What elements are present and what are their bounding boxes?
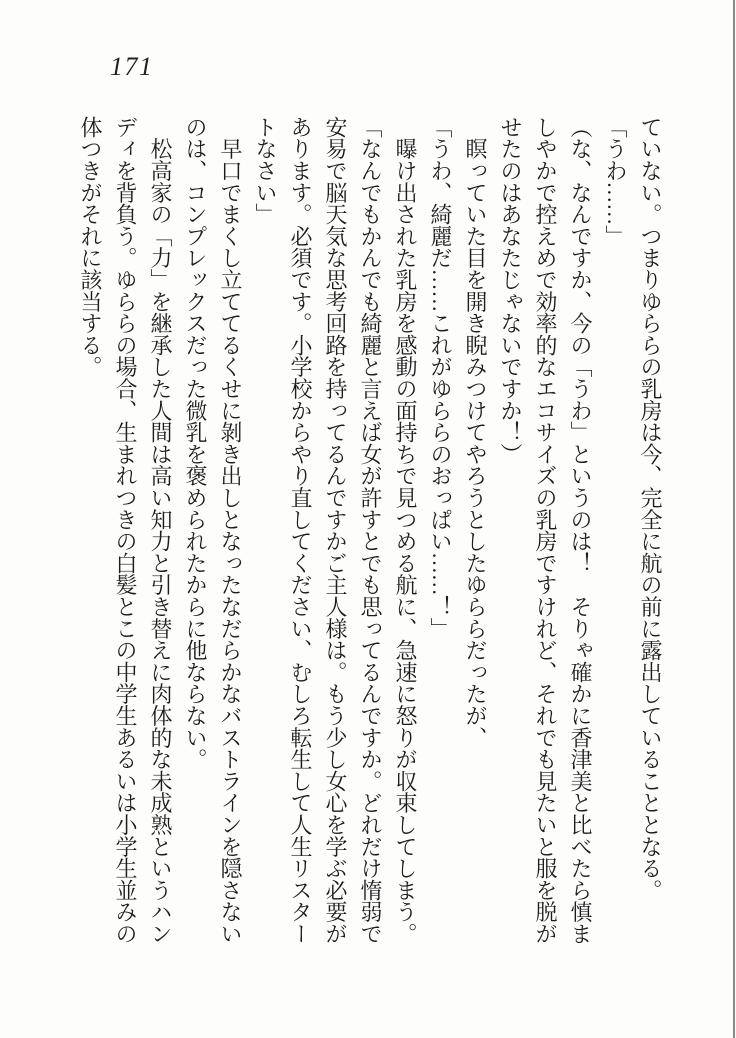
page-edge-shadow [733,0,735,1038]
page-number: 171 [110,52,154,81]
text-column-12: トなさい」 [253,116,278,226]
text-column-3: （な、なんですか、今の「うわ」というのは！ そりゃ確かに香津美と比べたら慎ま [568,116,593,945]
text-column-11: あります。必須です。小学校からやり直してください、むしろ転生して人生リスター [288,116,313,945]
text-column-10: 安易で脳天気な思考回路を持ってるんですかご主人様は。もう少し女心を学ぶ必要が [323,116,348,945]
text-column-4: しやかで控えめで効率的なエコサイズの乳房ですけれど、それでも見たいと服を脱が [533,116,558,945]
text-column-17: 体つきがそれに該当する。 [78,116,103,378]
text-column-15: 松高家の「力」を継承した人間は高い知力と引き替えに肉体的な未成熟というハン [148,116,173,945]
text-column-5: せたのはあなたじゃないですか！） [498,116,523,465]
text-column-16: ディを背負う。ゆららの場合、生まれつきの白髪とこの中学生あるいは小学生並みの [113,116,138,945]
text-column-8: 曝け出された乳房を感動の面持ちで見つめる航に、急速に怒りが収束してしまう。 [393,116,418,945]
text-column-2: 「うわ……」 [603,116,628,247]
text-column-13: 早口でまくし立ててるくせに剝き出しとなったなだらかなバストラインを隠さない [218,116,243,945]
text-column-1: ていない。つまりゆららの乳房は今、完全に航の前に露出していることとなる。 [638,116,663,901]
text-column-14: のは、コンプレックスだった微乳を褒められたからに他ならない。 [183,116,208,771]
text-column-7: 「うわ、綺麗だ……これがゆららのおっぱい……！」 [428,116,453,640]
text-column-6: 瞑っていた目を開き睨みつけてやろうとしたゆららだったが、 [463,116,488,749]
text-column-9: 「なんでもかんでも綺麗と言えば女が許すとでも思ってるんですか。どれだけ惰弱で [358,116,383,945]
text-block [73,116,668,978]
